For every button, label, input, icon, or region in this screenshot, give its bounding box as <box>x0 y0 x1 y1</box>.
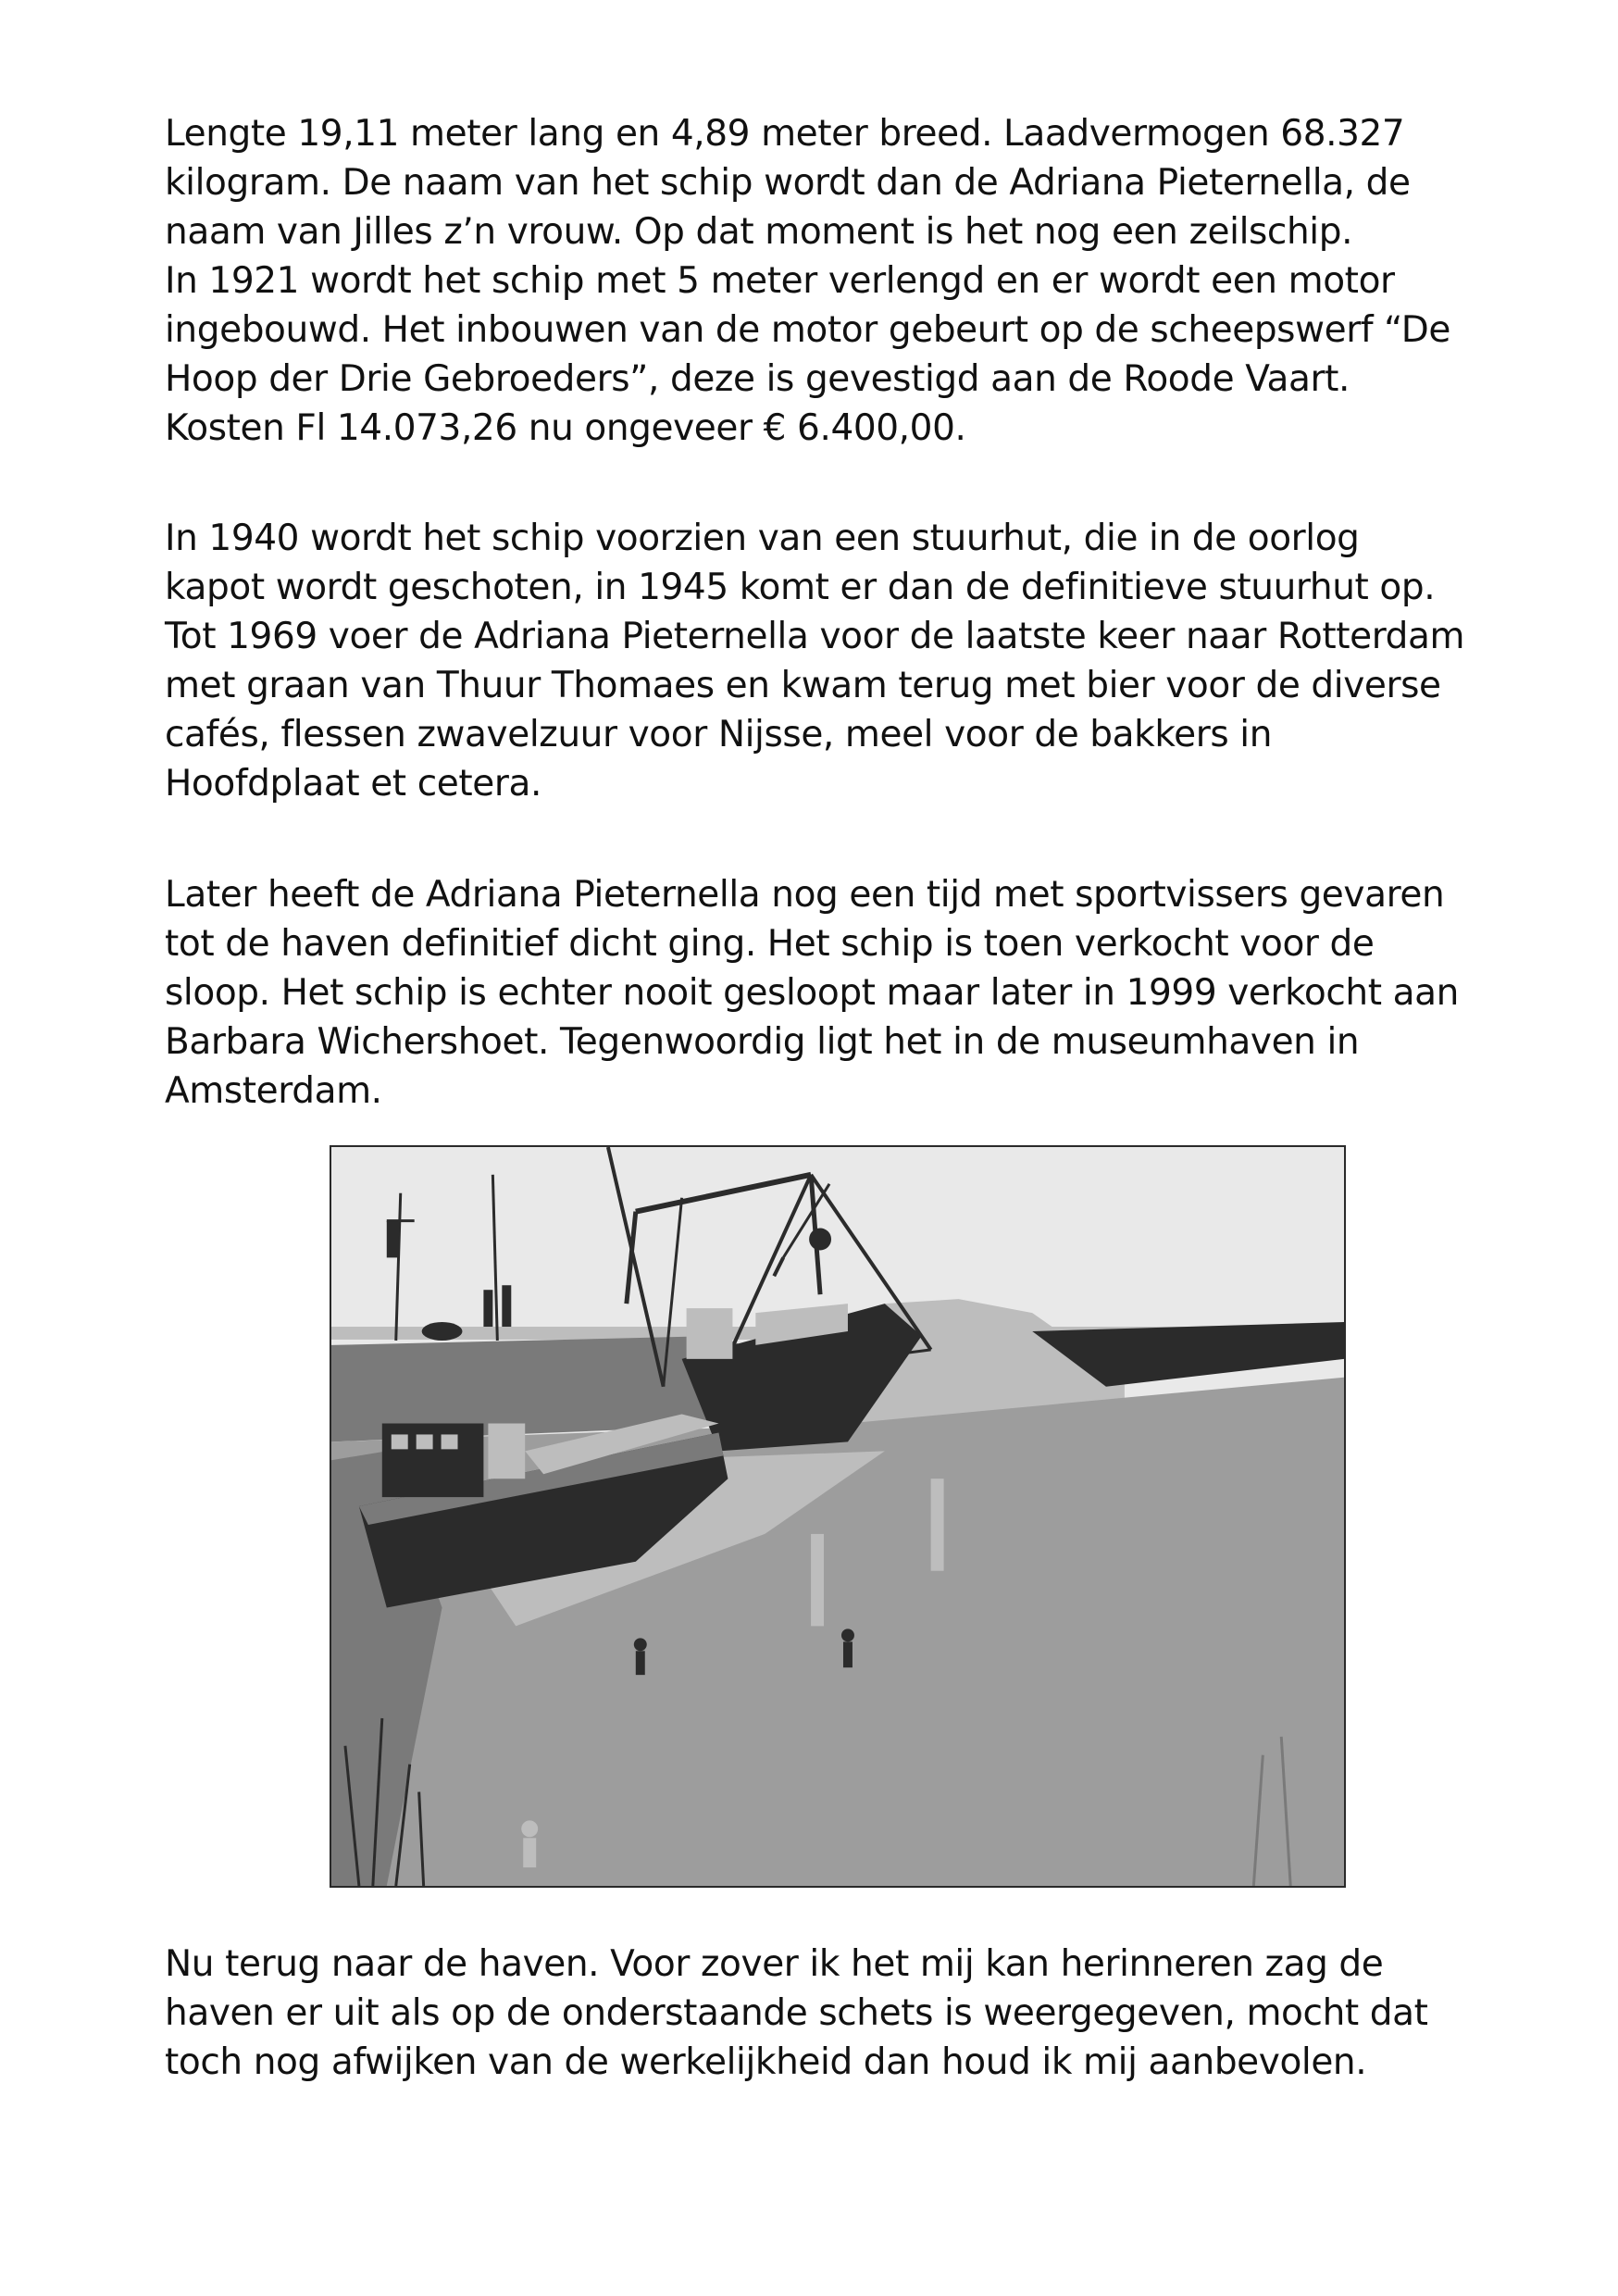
text-line: cafés, flessen zwavelzuur voor Nijsse, meel voor de bakkers in <box>165 714 1273 755</box>
text-line: ingebouwd. Het inbouwen van de motor gebeurt op de scheepswerf “De <box>165 309 1450 351</box>
text-line: Nu terug naar de haven. Voor zover ik het mij kan herinneren zag de <box>165 1943 1384 1985</box>
text-line: Kosten Fl 14.073,26 nu ongeveer € 6.400,00. <box>165 407 966 449</box>
paragraph-ship-dimensions <box>165 109 1516 453</box>
paragraph-wheelhouse-history <box>165 514 1516 808</box>
text-line: Later heeft de Adriana Pieternella nog een tijd met sportvissers gevaren <box>165 874 1445 916</box>
text-line: In 1940 wordt het schip voorzien van een stuurhut, die in de oorlog <box>165 518 1360 559</box>
text-line: Barbara Wichershoet. Tegenwoordig ligt het in de museumhaven in <box>165 1021 1360 1063</box>
text-line: Lengte 19,11 meter lang en 4,89 meter breed. Laadvermogen 68.327 <box>165 113 1405 155</box>
paragraph-harbor-sketch <box>165 1940 1516 2087</box>
car <box>422 1322 463 1341</box>
text-line: haven er uit als op de onderstaande schets is weergegeven, mocht dat <box>165 1992 1428 2034</box>
text-line: kilogram. De naam van het schip wordt dan de Adriana Pieternella, de <box>165 162 1411 204</box>
text-line: kapot wordt geschoten, in 1945 komt er dan de definitieve stuurhut op. <box>165 567 1436 608</box>
text-line: tot de haven definitief dicht ging. Het schip is toen verkocht voor de <box>165 923 1375 965</box>
harbor-photo <box>330 1145 1346 1888</box>
text-line: Tot 1969 voer de Adriana Pieternella voor de laatste keer naar Rotterdam <box>165 616 1465 657</box>
text-line: sloop. Het schip is echter nooit gesloopt maar later in 1999 verkocht aan <box>165 972 1459 1014</box>
text-line: met graan van Thuur Thomaes en kwam terug met bier voor de diverse <box>165 665 1441 706</box>
harbor-photo-illustration <box>331 1147 1344 1886</box>
text-line: Hoop der Drie Gebroeders”, deze is gevestigd aan de Roode Vaart. <box>165 358 1350 400</box>
text-line: toch nog afwijken van de werkelijkheid dan houd ik mij aanbevolen. <box>165 2041 1367 2083</box>
text-line: naam van Jilles z’n vrouw. Op dat moment is het nog een zeilschip. <box>165 211 1353 253</box>
text-line: Hoofdplaat et cetera. <box>165 763 541 805</box>
paragraph-later-history <box>165 870 1516 1116</box>
text-line: Amsterdam. <box>165 1070 382 1112</box>
text-line: In 1921 wordt het schip met 5 meter verlengd en er wordt een motor <box>165 260 1395 302</box>
